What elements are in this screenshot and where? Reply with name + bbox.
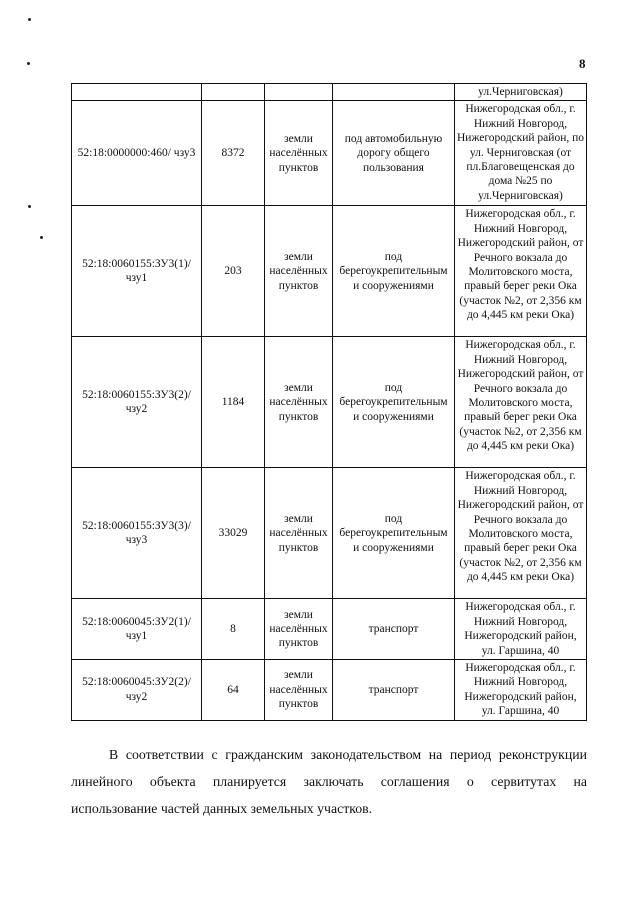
permitted-use-cell: под берегоукрепительным и сооружениями	[333, 206, 455, 337]
land-category-cell: земли населённых пунктов	[265, 599, 333, 660]
table-row	[72, 599, 587, 660]
scan-speck	[28, 18, 31, 21]
paragraph-line: линейного объекта планируется заключать соглашения о сервитутах на	[71, 774, 587, 789]
area-cell: 1184	[202, 337, 265, 468]
table-row	[72, 206, 587, 337]
table-row	[72, 101, 587, 206]
scan-speck	[28, 205, 31, 208]
permitted-use-cell: транспорт	[333, 660, 455, 721]
paragraph-line: В соответствии с гражданским законодательством на период реконструкции	[109, 747, 587, 762]
address-cell: Нижегородская обл., г. Нижний Новгород, Нижегородский район, ул. Гаршина, 40	[455, 599, 587, 660]
land-plots-table	[71, 83, 587, 721]
area-cell	[202, 84, 265, 101]
address-cell: Нижегородская обл., г. Нижний Новгород, Нижегородский район, от Речного вокзала до Молитовского моста, правый берег реки Ока (участок №2, от 2,356 км до 4,445 км реки Ока)	[455, 468, 587, 599]
land-category-cell: земли населённых пунктов	[265, 468, 333, 599]
address-cell: Нижегородская обл., г. Нижний Новгород, Нижегородский район, по ул. Черниговская (от пл.Благовещенская до дома №25 по ул.Черниговская)	[455, 101, 587, 206]
paragraph-line: использование частей данных земельных участков.	[71, 801, 373, 816]
cadastral-number-cell: 52:18:0060155:ЗУ3(1)/ чзу1	[72, 206, 202, 337]
cadastral-number-cell	[72, 84, 202, 101]
page-number: 8	[579, 56, 586, 71]
land-category-cell: земли населённых пунктов	[265, 101, 333, 206]
table-row	[72, 660, 587, 721]
land-category-cell	[265, 84, 333, 101]
table-row	[72, 337, 587, 468]
permitted-use-cell: под автомобильную дорогу общего пользования	[333, 101, 455, 206]
permitted-use-cell: под берегоукрепительным и сооружениями	[333, 337, 455, 468]
permitted-use-cell: под берегоукрепительным и сооружениями	[333, 468, 455, 599]
permitted-use-cell: транспорт	[333, 599, 455, 660]
body-paragraph	[71, 741, 587, 822]
area-cell: 203	[202, 206, 265, 337]
land-category-cell: земли населённых пунктов	[265, 206, 333, 337]
cadastral-number-cell: 52:18:0000000:460/ чзу3	[72, 101, 202, 206]
cadastral-number-cell: 52:18:0060045:ЗУ2(1)/ чзу1	[72, 599, 202, 660]
area-cell: 8	[202, 599, 265, 660]
table-row	[72, 84, 587, 101]
address-cell: Нижегородская обл., г. Нижний Новгород, Нижегородский район, ул. Гаршина, 40	[455, 660, 587, 721]
address-cell: Нижегородская обл., г. Нижний Новгород, Нижегородский район, от Речного вокзала до Молитовского моста, правый берег реки Ока (участок №2, от 2,356 км до 4,445 км реки Ока)	[455, 206, 587, 337]
scan-speck	[27, 62, 30, 65]
cadastral-number-cell: 52:18:0060045:ЗУ2(2)/ чзу2	[72, 660, 202, 721]
area-cell: 8372	[202, 101, 265, 206]
cadastral-number-cell: 52:18:0060155:ЗУ3(3)/ чзу3	[72, 468, 202, 599]
address-cell: Нижегородская обл., г. Нижний Новгород, Нижегородский район, от Речного вокзала до Молитовского моста, правый берег реки Ока (участок №2, от 2,356 км до 4,445 км реки Ока)	[455, 337, 587, 468]
address-cell: ул.Черниговская)	[455, 84, 587, 101]
area-cell: 64	[202, 660, 265, 721]
land-category-cell: земли населённых пунктов	[265, 660, 333, 721]
cadastral-number-cell: 52:18:0060155:ЗУ3(2)/ чзу2	[72, 337, 202, 468]
table-row	[72, 468, 587, 599]
land-category-cell: земли населённых пунктов	[265, 337, 333, 468]
scan-speck	[40, 236, 43, 239]
area-cell: 33029	[202, 468, 265, 599]
permitted-use-cell	[333, 84, 455, 101]
